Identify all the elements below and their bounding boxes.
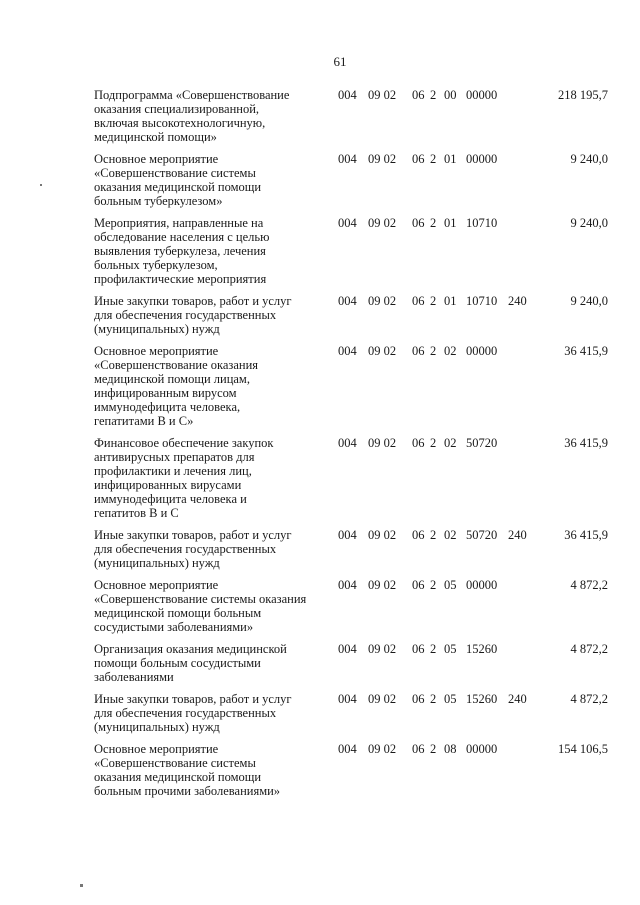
amount: 36 415,9 — [564, 344, 608, 358]
program-code-2: 2 — [430, 642, 437, 656]
page-number: 61 — [333, 54, 347, 69]
table-row — [94, 642, 614, 684]
amount: 9 240,0 — [570, 152, 608, 166]
section-code: 09 02 — [368, 216, 397, 230]
program-code-4: 15260 — [466, 642, 498, 656]
program-code-2: 2 — [430, 152, 437, 166]
program-code-3: 01 — [444, 294, 457, 308]
program-code-4: 50720 — [466, 436, 498, 450]
row-name: Организация оказания медицинской помощи больным сосудистыми заболеваниями — [94, 642, 287, 684]
scan-mark — [80, 884, 83, 887]
program-code-4: 00000 — [466, 578, 498, 592]
amount: 4 872,2 — [570, 692, 608, 706]
amount: 4 872,2 — [570, 642, 608, 656]
program-code-4: 10710 — [466, 216, 498, 230]
ministry-code: 004 — [338, 88, 357, 102]
program-code-3: 05 — [444, 578, 457, 592]
section-code: 09 02 — [368, 436, 397, 450]
program-code-3: 05 — [444, 692, 457, 706]
ministry-code: 004 — [338, 216, 357, 230]
program-code-4: 00000 — [466, 88, 498, 102]
ministry-code: 004 — [338, 294, 357, 308]
program-code-1: 06 — [412, 528, 425, 542]
row-name: Основное мероприятие «Совершенствование оказания медицинской помощи лицам, инфицированным вирусом иммунодефицита человека, гепатитами В и С» — [94, 344, 259, 428]
program-code-2: 2 — [430, 742, 437, 756]
table-row — [94, 344, 614, 428]
ministry-code: 004 — [338, 344, 357, 358]
ministry-code: 004 — [338, 436, 357, 450]
program-code-1: 06 — [412, 692, 425, 706]
section-code: 09 02 — [368, 152, 397, 166]
program-code-2: 2 — [430, 436, 437, 450]
table-row — [94, 216, 614, 286]
ministry-code: 004 — [338, 642, 357, 656]
section-code: 09 02 — [368, 528, 397, 542]
row-name: Иные закупки товаров, работ и услуг для обеспечения государственных (муниципальных) нужд — [94, 528, 292, 570]
program-code-1: 06 — [412, 344, 425, 358]
section-code: 09 02 — [368, 742, 397, 756]
scan-mark — [40, 184, 42, 186]
program-code-1: 06 — [412, 88, 425, 102]
amount: 36 415,9 — [564, 528, 608, 542]
program-code-2: 2 — [430, 344, 437, 358]
program-code-3: 05 — [444, 642, 457, 656]
section-code: 09 02 — [368, 344, 397, 358]
expense-type-code: 240 — [508, 294, 527, 308]
section-code: 09 02 — [368, 578, 397, 592]
table-row — [94, 578, 614, 634]
program-code-2: 2 — [430, 692, 437, 706]
program-code-1: 06 — [412, 294, 425, 308]
table-row — [94, 528, 614, 570]
table-row — [94, 436, 614, 520]
row-name: Иные закупки товаров, работ и услуг для обеспечения государственных (муниципальных) нужд — [94, 692, 292, 734]
row-name: Финансовое обеспечение закупок антивирусных препаратов для профилактики и лечения лиц, инфицированных вирусами иммунодефицита человека и гепатитов В и С — [94, 436, 274, 520]
table-row — [94, 294, 614, 336]
budget-table — [94, 88, 614, 806]
table-row — [94, 742, 614, 798]
amount: 4 872,2 — [570, 578, 608, 592]
program-code-3: 02 — [444, 436, 457, 450]
expense-type-code: 240 — [508, 692, 527, 706]
ministry-code: 004 — [338, 152, 357, 166]
ministry-code: 004 — [338, 578, 357, 592]
program-code-2: 2 — [430, 294, 437, 308]
section-code: 09 02 — [368, 294, 397, 308]
ministry-code: 004 — [338, 742, 357, 756]
program-code-4: 15260 — [466, 692, 498, 706]
program-code-1: 06 — [412, 742, 425, 756]
program-code-3: 08 — [444, 742, 457, 756]
ministry-code: 004 — [338, 528, 357, 542]
expense-type-code: 240 — [508, 528, 527, 542]
section-code: 09 02 — [368, 642, 397, 656]
program-code-4: 00000 — [466, 742, 498, 756]
program-code-4: 00000 — [466, 344, 498, 358]
program-code-1: 06 — [412, 578, 425, 592]
program-code-1: 06 — [412, 436, 425, 450]
program-code-1: 06 — [412, 216, 425, 230]
program-code-3: 00 — [444, 88, 457, 102]
program-code-3: 02 — [444, 344, 457, 358]
amount: 36 415,9 — [564, 436, 608, 450]
section-code: 09 02 — [368, 88, 397, 102]
program-code-2: 2 — [430, 216, 437, 230]
table-row — [94, 692, 614, 734]
table-row — [94, 88, 614, 144]
amount: 218 195,7 — [558, 88, 608, 102]
row-name: Основное мероприятие «Совершенствование системы оказания медицинской помощи больным прочими заболеваниями» — [94, 742, 281, 798]
row-name: Мероприятия, направленные на обследование населения с целью выявления туберкулеза, лечения больных туберкулезом, профилактические мероприятия — [94, 216, 270, 286]
program-code-3: 02 — [444, 528, 457, 542]
row-name: Основное мероприятие «Совершенствование системы оказания медицинской помощи больным сосудистыми заболеваниями» — [94, 578, 307, 634]
amount: 154 106,5 — [558, 742, 608, 756]
amount: 9 240,0 — [570, 216, 608, 230]
program-code-3: 01 — [444, 152, 457, 166]
program-code-3: 01 — [444, 216, 457, 230]
table-row — [94, 152, 614, 208]
row-name: Иные закупки товаров, работ и услуг для обеспечения государственных (муниципальных) нужд — [94, 294, 292, 336]
program-code-1: 06 — [412, 642, 425, 656]
section-code: 09 02 — [368, 692, 397, 706]
program-code-2: 2 — [430, 528, 437, 542]
row-name: Основное мероприятие «Совершенствование системы оказания медицинской помощи больным туберкулезом» — [94, 152, 262, 208]
program-code-2: 2 — [430, 578, 437, 592]
program-code-4: 10710 — [466, 294, 498, 308]
program-code-4: 00000 — [466, 152, 498, 166]
program-code-4: 50720 — [466, 528, 498, 542]
row-name: Подпрограмма «Совершенствование оказания специализированной, включая высокотехнологичную, медицинской помощи» — [94, 88, 290, 144]
amount: 9 240,0 — [570, 294, 608, 308]
program-code-1: 06 — [412, 152, 425, 166]
ministry-code: 004 — [338, 692, 357, 706]
program-code-2: 2 — [430, 88, 437, 102]
